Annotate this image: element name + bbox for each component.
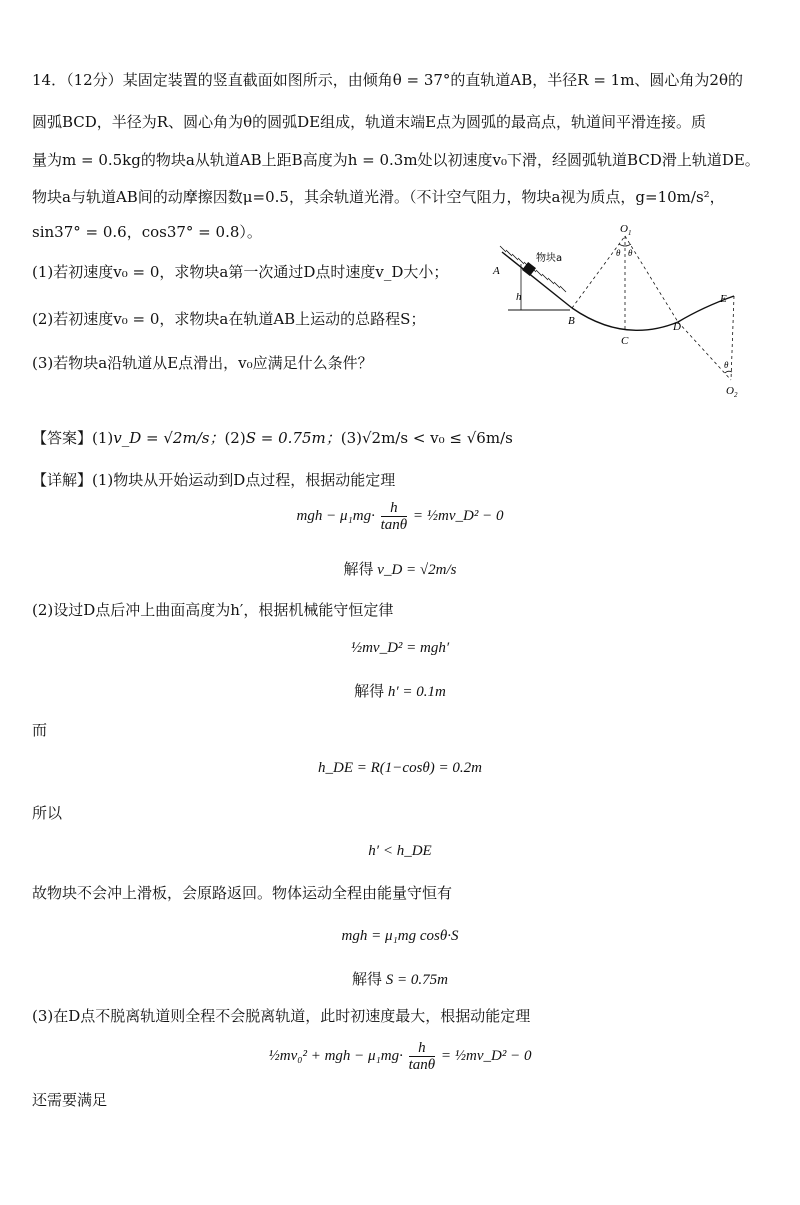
label-theta-2: θ bbox=[628, 248, 633, 258]
detail-step-5: 还需要满足 bbox=[32, 1091, 108, 1109]
equation-6-left: ½mv₀² + mgh − μ₁mg· bbox=[268, 1047, 403, 1064]
equation-1-numerator: h bbox=[381, 500, 408, 517]
problem-score: （12分） bbox=[66, 71, 123, 89]
equation-1-fraction bbox=[381, 500, 408, 533]
equation-3: h_DE = R(1−cosθ) = 0.2m bbox=[318, 760, 482, 776]
equation-5: mgh = μ₁mg cosθ·S bbox=[341, 928, 459, 944]
label-C: C bbox=[621, 335, 629, 347]
problem-line-5: sin37° = 0.6，cos37° = 0.8）。 bbox=[32, 223, 262, 241]
equation-1-left: mgh − μ₁mg· bbox=[296, 507, 375, 524]
label-O1: $O_1$ bbox=[620, 223, 632, 237]
question-1: (1)若初速度v₀ = 0，求物块a第一次通过D点时速度v_D大小； bbox=[32, 263, 449, 281]
answer-part-3-prefix: (3) bbox=[340, 429, 362, 447]
answer-tag: 【答案】 bbox=[32, 429, 93, 447]
block-a bbox=[522, 262, 536, 276]
word-suoyi: 所以 bbox=[32, 804, 63, 822]
question-2: (2)若初速度v₀ = 0，求物块a在轨道AB上运动的总路程S； bbox=[32, 310, 426, 328]
label-block: 物块a bbox=[536, 253, 563, 264]
track-figure bbox=[488, 222, 748, 402]
result-1-label: 解得 bbox=[343, 562, 374, 578]
equation-6-fraction bbox=[409, 1040, 436, 1073]
answer-line bbox=[32, 428, 513, 448]
result-2-value: h′ = 0.1m bbox=[387, 684, 446, 700]
problem-line-3: 量为m = 0.5kg的物块a从轨道AB上距B高度为h = 0.3m处以初速度v₀下滑，经圆弧轨道BCD滑上轨道DE。 bbox=[32, 151, 760, 169]
result-3-value: S = 0.75m bbox=[385, 972, 448, 988]
label-E: E bbox=[720, 293, 727, 305]
label-D: D bbox=[673, 321, 681, 333]
equation-4: h′ < h_DE bbox=[368, 843, 432, 859]
equation-1-denominator: tanθ bbox=[380, 517, 408, 533]
equation-6-numerator: h bbox=[409, 1040, 436, 1057]
problem-number: 14． bbox=[32, 71, 67, 89]
answer-part-2: S = 0.75m； bbox=[245, 429, 341, 447]
answer-part-3: √2m/s < v₀ ≤ √6m/s bbox=[361, 429, 513, 447]
answer-part-1-prefix: (1) bbox=[92, 429, 114, 447]
detail-step-2: (2)设过D点后冲上曲面高度为h′，根据机械能守恒定律 bbox=[32, 601, 394, 619]
detail-tag: 【详解】 bbox=[32, 471, 93, 489]
track-BCDE bbox=[572, 296, 734, 330]
answer-part-1: v_D = √2m/s； bbox=[113, 429, 225, 447]
detail-step-4: (3)在D点不脱离轨道则全程不会脱离轨道，此时初速度最大，根据动能定理 bbox=[32, 1007, 531, 1025]
word-er: 而 bbox=[32, 721, 48, 739]
problem-stem-1: 某固定装置的竖直截面如图所示，由倾角θ = 37°的直轨道AB，半径R = 1m、圆心角为2θ的 bbox=[122, 71, 744, 89]
angle-arc-O2 bbox=[725, 371, 732, 373]
result-3 bbox=[0, 968, 800, 989]
detail-step-3: 故物块不会冲上滑板，会原路返回。物体运动全程由能量守恒有 bbox=[32, 884, 453, 902]
equation-6 bbox=[0, 1040, 800, 1073]
label-B: B bbox=[568, 315, 575, 327]
problem-line-4: 物块a与轨道AB间的动摩擦因数μ=0.5，其余轨道光滑。（不计空气阻力，物块a视为质点，g=10m/s²， bbox=[32, 188, 725, 206]
label-theta-1: θ bbox=[616, 248, 621, 258]
result-3-label: 解得 bbox=[352, 972, 383, 988]
result-2-label: 解得 bbox=[354, 684, 385, 700]
problem-line-2: 圆弧BCD，半径为R、圆心角为θ的圆弧DE组成，轨道末端E点为圆弧的最高点，轨道间平滑连接。质 bbox=[32, 113, 707, 131]
answer-part-2-prefix: (2) bbox=[224, 429, 246, 447]
equation-6-denominator: tanθ bbox=[408, 1057, 436, 1073]
label-theta-3: θ bbox=[724, 360, 729, 370]
label-h: h bbox=[516, 291, 522, 303]
construction-lines bbox=[572, 236, 734, 380]
result-2 bbox=[0, 680, 800, 701]
label-A: A bbox=[493, 265, 500, 277]
equation-2: ½mv_D² = mgh′ bbox=[350, 640, 450, 656]
problem-line-1 bbox=[32, 70, 743, 90]
detail-step-1 bbox=[32, 470, 395, 490]
label-O2: $O_2$ bbox=[726, 385, 738, 399]
question-3: (3)若物块a沿轨道从E点滑出，v₀应满足什么条件？ bbox=[32, 354, 373, 372]
equation-1 bbox=[0, 500, 800, 533]
detail-step-1-text: (1)物块从开始运动到D点过程，根据动能定理 bbox=[92, 471, 396, 489]
equation-1-right: = ½mv_D² − 0 bbox=[412, 507, 504, 524]
equation-6-right: = ½mv_D² − 0 bbox=[440, 1047, 532, 1064]
result-1-value: v_D = √2m/s bbox=[377, 562, 457, 578]
result-1 bbox=[0, 558, 800, 579]
